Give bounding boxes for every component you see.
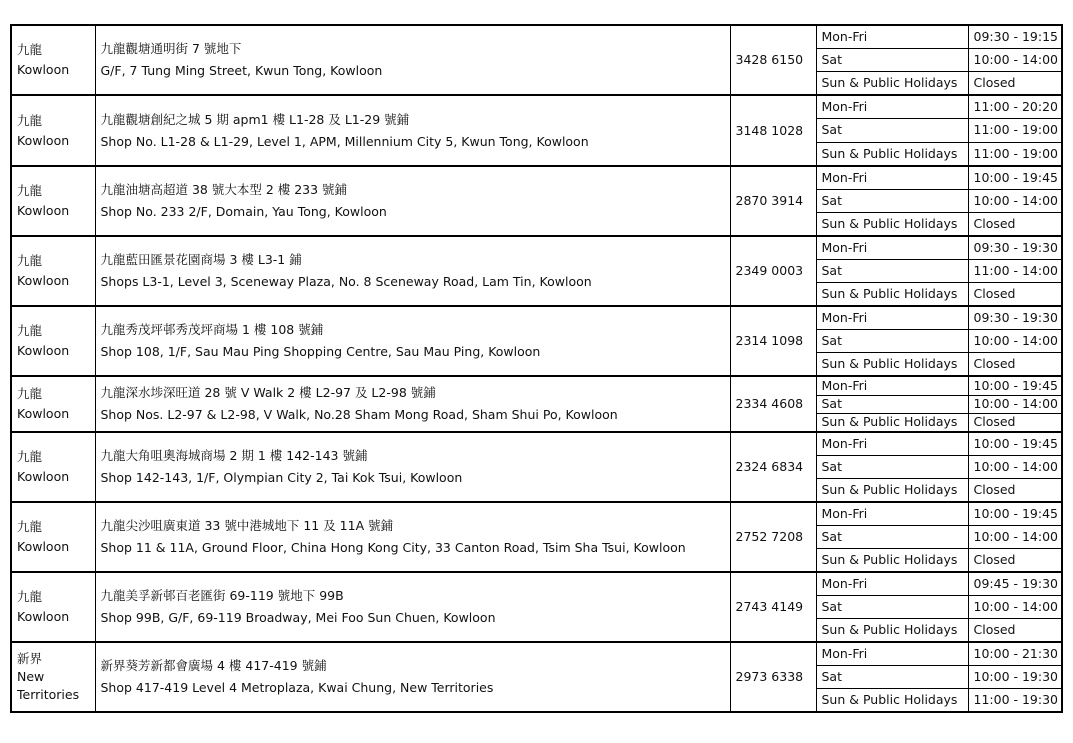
region-zh: 九龍: [17, 323, 43, 338]
address-cell: [95, 306, 730, 376]
region-zh: 九龍: [17, 386, 43, 401]
hours-day: Sun & Public Holidays: [816, 352, 968, 376]
phone-number: 2334 4608: [730, 376, 816, 432]
hours-day: Sat: [816, 259, 968, 282]
phone-number: 2314 1098: [730, 306, 816, 376]
hours-time: 10:00 - 14:00: [968, 189, 1062, 212]
address-zh: 九龍尖沙咀廣東道 33 號中港城地下 11 及 11A 號鋪: [100, 518, 394, 533]
hours-time: 10:00 - 14:00: [968, 525, 1062, 548]
hours-time: Closed: [968, 282, 1062, 306]
address-zh: 九龍觀塘創紀之城 5 期 apm1 樓 L1-28 及 L1-29 號鋪: [100, 111, 410, 127]
table-row: [11, 95, 1062, 118]
hours-day: Mon-Fri: [816, 25, 968, 48]
hours-day: Mon-Fri: [816, 376, 968, 395]
hours-day: Sun & Public Holidays: [816, 282, 968, 306]
region-zh: 九龍: [17, 449, 43, 464]
address-cell: [95, 502, 730, 572]
hours-day: Mon-Fri: [816, 95, 968, 118]
address-zh: 九龍美孚新邨百老匯街 69-119 號地下 99B: [100, 588, 344, 603]
hours-time: 09:45 - 19:30: [968, 572, 1062, 595]
hours-day: Mon-Fri: [816, 306, 968, 329]
shop-locations-table: [10, 24, 1063, 713]
address-en: Shop 99B, G/F, 69-119 Broadway, Mei Foo Sun Chuen, Kowloon: [100, 610, 496, 625]
phone-number: 3148 1028: [730, 95, 816, 166]
region-zh: 新界: [17, 650, 43, 666]
hours-time: 10:00 - 14:00: [968, 595, 1062, 618]
region-en: Kowloon: [17, 343, 70, 358]
hours-day: Sat: [816, 118, 968, 142]
address-cell: [95, 25, 730, 95]
region-cell: [11, 166, 95, 236]
address-cell: [95, 376, 730, 432]
hours-day: Sun & Public Holidays: [816, 478, 968, 502]
address-zh: 九龍大角咀奧海城商場 2 期 1 樓 142-143 號鋪: [100, 448, 368, 463]
phone-number: 2752 7208: [730, 502, 816, 572]
hours-time: 10:00 - 14:00: [968, 395, 1062, 413]
region-cell: [11, 25, 95, 95]
hours-day: Sat: [816, 525, 968, 548]
address-en: Shops L3-1, Level 3, Sceneway Plaza, No. 8 Sceneway Road, Lam Tin, Kowloon: [100, 274, 592, 289]
region-cell: [11, 376, 95, 432]
region-cell: [11, 306, 95, 376]
table-row: [11, 642, 1062, 665]
hours-day: Mon-Fri: [816, 432, 968, 455]
address-zh: 九龍藍田匯景花園商場 3 樓 L3-1 鋪: [100, 252, 302, 267]
address-en: Shop No. L1-28 & L1-29, Level 1, APM, Millennium City 5, Kwun Tong, Kowloon: [100, 133, 589, 149]
region-cell: [11, 236, 95, 306]
table-row: [11, 376, 1062, 395]
region-en: Kowloon: [17, 273, 70, 288]
address-cell: [95, 236, 730, 306]
address-en: Shop 108, 1/F, Sau Mau Ping Shopping Centre, Sau Mau Ping, Kowloon: [100, 344, 541, 359]
address-cell: [95, 572, 730, 642]
hours-time: Closed: [968, 71, 1062, 95]
address-en: Shop 142-143, 1/F, Olympian City 2, Tai Kok Tsui, Kowloon: [100, 470, 463, 485]
hours-time: 10:00 - 14:00: [968, 455, 1062, 478]
hours-time: Closed: [968, 618, 1062, 642]
phone-number: 3428 6150: [730, 25, 816, 95]
hours-day: Sun & Public Holidays: [816, 548, 968, 572]
hours-day: Sun & Public Holidays: [816, 142, 968, 166]
region-cell: [11, 572, 95, 642]
address-en: G/F, 7 Tung Ming Street, Kwun Tong, Kowloon: [100, 63, 383, 78]
table-row: [11, 572, 1062, 595]
address-zh: 九龍秀茂坪邨秀茂坪商場 1 樓 108 號鋪: [100, 322, 324, 337]
phone-number: 2324 6834: [730, 432, 816, 502]
table-row: [11, 236, 1062, 259]
hours-time: 10:00 - 21:30: [968, 642, 1062, 665]
hours-time: Closed: [968, 413, 1062, 432]
region-cell: [11, 502, 95, 572]
hours-day: Sat: [816, 455, 968, 478]
hours-time: 09:30 - 19:15: [968, 25, 1062, 48]
address-zh: 新界葵芳新都會廣場 4 樓 417-419 號鋪: [100, 658, 327, 673]
hours-time: 09:30 - 19:30: [968, 306, 1062, 329]
hours-day: Mon-Fri: [816, 572, 968, 595]
table-row: [11, 25, 1062, 48]
hours-time: 09:30 - 19:30: [968, 236, 1062, 259]
hours-day: Mon-Fri: [816, 642, 968, 665]
hours-day: Sat: [816, 329, 968, 352]
region-en: Kowloon: [17, 609, 70, 624]
region-en: Kowloon: [17, 469, 70, 484]
hours-time: 11:00 - 19:00: [968, 118, 1062, 142]
hours-day: Sun & Public Holidays: [816, 71, 968, 95]
region-en: Kowloon: [17, 132, 70, 148]
region-zh: 九龍: [17, 42, 43, 57]
region-en: Kowloon: [17, 406, 70, 421]
address-zh: 九龍觀塘通明街 7 號地下: [100, 41, 242, 56]
hours-time: Closed: [968, 478, 1062, 502]
region-cell: [11, 642, 95, 712]
hours-day: Sat: [816, 48, 968, 71]
table-row: [11, 432, 1062, 455]
hours-day: Sat: [816, 189, 968, 212]
address-cell: [95, 642, 730, 712]
hours-day: Sun & Public Holidays: [816, 212, 968, 236]
region-zh: 九龍: [17, 112, 43, 128]
hours-time: Closed: [968, 212, 1062, 236]
hours-day: Mon-Fri: [816, 502, 968, 525]
hours-time: 10:00 - 19:30: [968, 665, 1062, 688]
table-row: [11, 502, 1062, 525]
hours-time: 11:00 - 19:30: [968, 688, 1062, 712]
hours-time: Closed: [968, 548, 1062, 572]
hours-day: Sun & Public Holidays: [816, 618, 968, 642]
hours-day: Sat: [816, 665, 968, 688]
hours-day: Sat: [816, 595, 968, 618]
hours-time: 11:00 - 19:00: [968, 142, 1062, 166]
address-zh: 九龍深水埗深旺道 28 號 V Walk 2 樓 L2-97 及 L2-98 號鋪: [100, 385, 436, 400]
hours-time: 11:00 - 14:00: [968, 259, 1062, 282]
hours-day: Sun & Public Holidays: [816, 688, 968, 712]
hours-time: 10:00 - 19:45: [968, 502, 1062, 525]
table-row: [11, 166, 1062, 189]
table-row: [11, 306, 1062, 329]
hours-day: Sat: [816, 395, 968, 413]
region-cell: [11, 95, 95, 166]
address-cell: [95, 166, 730, 236]
phone-number: 2973 6338: [730, 642, 816, 712]
region-zh: 九龍: [17, 183, 43, 198]
hours-day: Mon-Fri: [816, 236, 968, 259]
address-zh: 九龍油塘高超道 38 號大本型 2 樓 233 號鋪: [100, 182, 348, 197]
region-en: Kowloon: [17, 203, 70, 218]
hours-time: Closed: [968, 352, 1062, 376]
region-zh: 九龍: [17, 519, 43, 534]
hours-time: 10:00 - 19:45: [968, 166, 1062, 189]
address-cell: [95, 95, 730, 166]
address-en: Shop Nos. L2-97 & L2-98, V Walk, No.28 Sham Mong Road, Sham Shui Po, Kowloon: [100, 407, 618, 422]
region-zh: 九龍: [17, 253, 43, 268]
region-en: New Territories: [17, 668, 80, 702]
phone-number: 2870 3914: [730, 166, 816, 236]
address-cell: [95, 432, 730, 502]
region-zh: 九龍: [17, 589, 43, 604]
address-en: Shop 417-419 Level 4 Metroplaza, Kwai Chung, New Territories: [100, 680, 494, 695]
address-en: Shop 11 & 11A, Ground Floor, China Hong Kong City, 33 Canton Road, Tsim Sha Tsui, Kowloon: [100, 540, 686, 555]
phone-number: 2743 4149: [730, 572, 816, 642]
hours-time: 10:00 - 19:45: [968, 376, 1062, 395]
hours-time: 10:00 - 14:00: [968, 329, 1062, 352]
phone-number: 2349 0003: [730, 236, 816, 306]
region-en: Kowloon: [17, 539, 70, 554]
region-cell: [11, 432, 95, 502]
region-en: Kowloon: [17, 62, 70, 77]
shop-table-body: [11, 25, 1062, 712]
hours-time: 10:00 - 14:00: [968, 48, 1062, 71]
hours-time: 10:00 - 19:45: [968, 432, 1062, 455]
hours-day: Mon-Fri: [816, 166, 968, 189]
hours-time: 11:00 - 20:20: [968, 95, 1062, 118]
hours-day: Sun & Public Holidays: [816, 413, 968, 432]
address-en: Shop No. 233 2/F, Domain, Yau Tong, Kowloon: [100, 204, 387, 219]
